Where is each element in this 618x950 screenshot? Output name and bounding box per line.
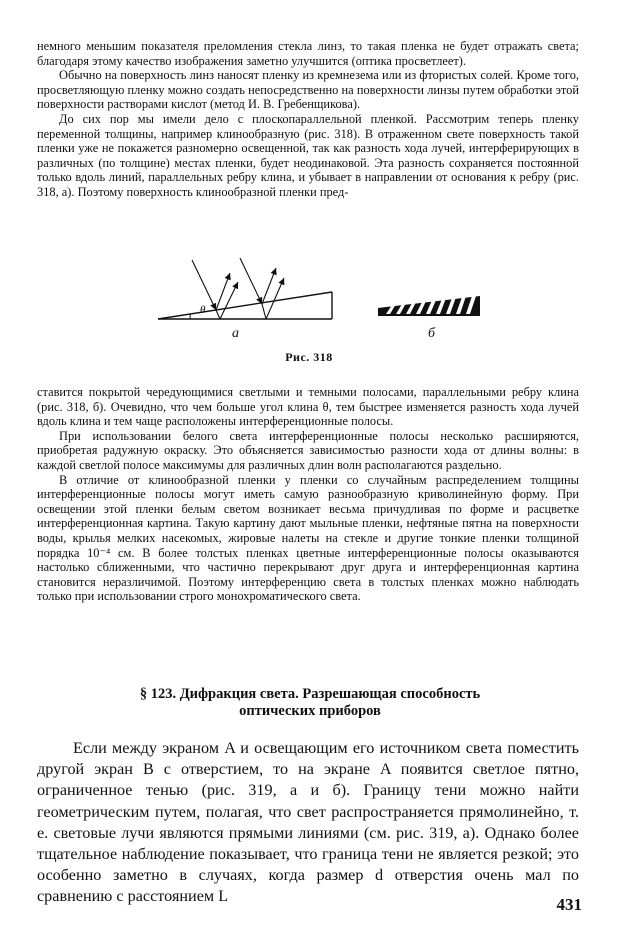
angle-label: θ [200, 304, 206, 316]
wedge-b [378, 296, 480, 316]
paragraph: ставится покрытой чередующимися светлыми и темными полосами, параллельными ребру клина (рис. 318, б). Очевидно, что чем больше угол клина θ, тем быстрее изменяется разность хода лучей вдоль клина и тем чаще расположены интерференционные полосы. [37, 385, 579, 429]
page-number: 431 [556, 895, 582, 914]
light-rays [192, 258, 284, 319]
section-heading [60, 686, 560, 720]
paragraph: немного меньшим показателя преломления стекла линз, то такая пленка не будет отражать света; благодаря этому качество изображения заметно улучшится (оптика просветлеет). [37, 39, 579, 68]
paragraph: При использовании белого света интерференционные полосы несколько расширяются, приобретая радужную окраску. Это объясняется зависимостью разности хода от длины волны: в каждой светлой полосе максимумы для различных длин волн располагаются раздельно. [37, 428, 579, 472]
section-title-line: оптических приборов [239, 703, 381, 719]
section-title-line: § 123. Дифракция света. Разрешающая способность [139, 686, 481, 702]
paragraph: В отличие от клинообразной пленки у пленки со случайным распределением толщины интерференционные полосы могут иметь самую разнообразную криволинейную форму. При освещении этой пленки белым светом возникает весьма причудливая по форме и расцветке интерференционная картина. Такую картину дают мыльные пленки, нефтяные пятна на поверхности воды, крылья мелких насекомых, жировые налеты на стекле и другие тонкие пленки толщиной порядка 10⁻⁴ см. В более толстых пленках цветные интерференционные полосы оказываются настолько сближенными, что частично перекрывают друг друга и интерференционная картина становится неразличимой. Поэтому интерференцию света в толстых пленках можно наблюдать только при использовании строго монохроматического света. [37, 472, 579, 604]
paragraph: До сих пор мы имели дело с плоскопараллельной пленкой. Рассмотрим теперь пленку переменной толщины, например клинообразную (рис. 318). В отраженном свете поверхность такой пленки уже не покажется разномерно освещенной, так как разность хода лучей, интерферирующих в различных (по толщине) местах пленки, будет неодинаковой. Эта разность сохраняется постоянной только вдоль линий, параллельных ребру клина, и убывает в направлении от основания к ребру (рис. 318, а). Поэтому поверхность клинообразной пленки пред- [37, 111, 579, 199]
paragraph: Обычно на поверхность линз наносят пленку из кремнезема или из фтористых солей. Кроме того, просветляющую пленку можно создать непосредственно на поверхности линзы путем обработки этой поверхности растворами кислот (метод И. В. Гребенщикова). [37, 68, 579, 112]
paragraph: Если между экраном A и освещающим его источником света поместить другой экран B с отверстием, то на экране A появится светлое пятно, ограниченное тенью (рис. 319, а и б). Границу тени можно найти геометрическим путем, полагая, что свет распространяется прямолинейно, т. е. световые лучи являются прямыми линиями (см. рис. 319, а). Однако более тщательное наблюдение показывает, что граница тени не является резкой; это особенно заметно в случаях, когда размер d отверстия очень мал по сравнению с расстоянием L [37, 739, 579, 906]
text-block-middle [37, 385, 579, 604]
text-block-large [37, 738, 579, 908]
text-block-top [37, 39, 579, 200]
figure-label-b: б [428, 326, 436, 341]
wedge-a [158, 292, 332, 319]
figure-label-a: а [232, 326, 239, 341]
figure-caption: Рис. 318 [285, 350, 333, 364]
